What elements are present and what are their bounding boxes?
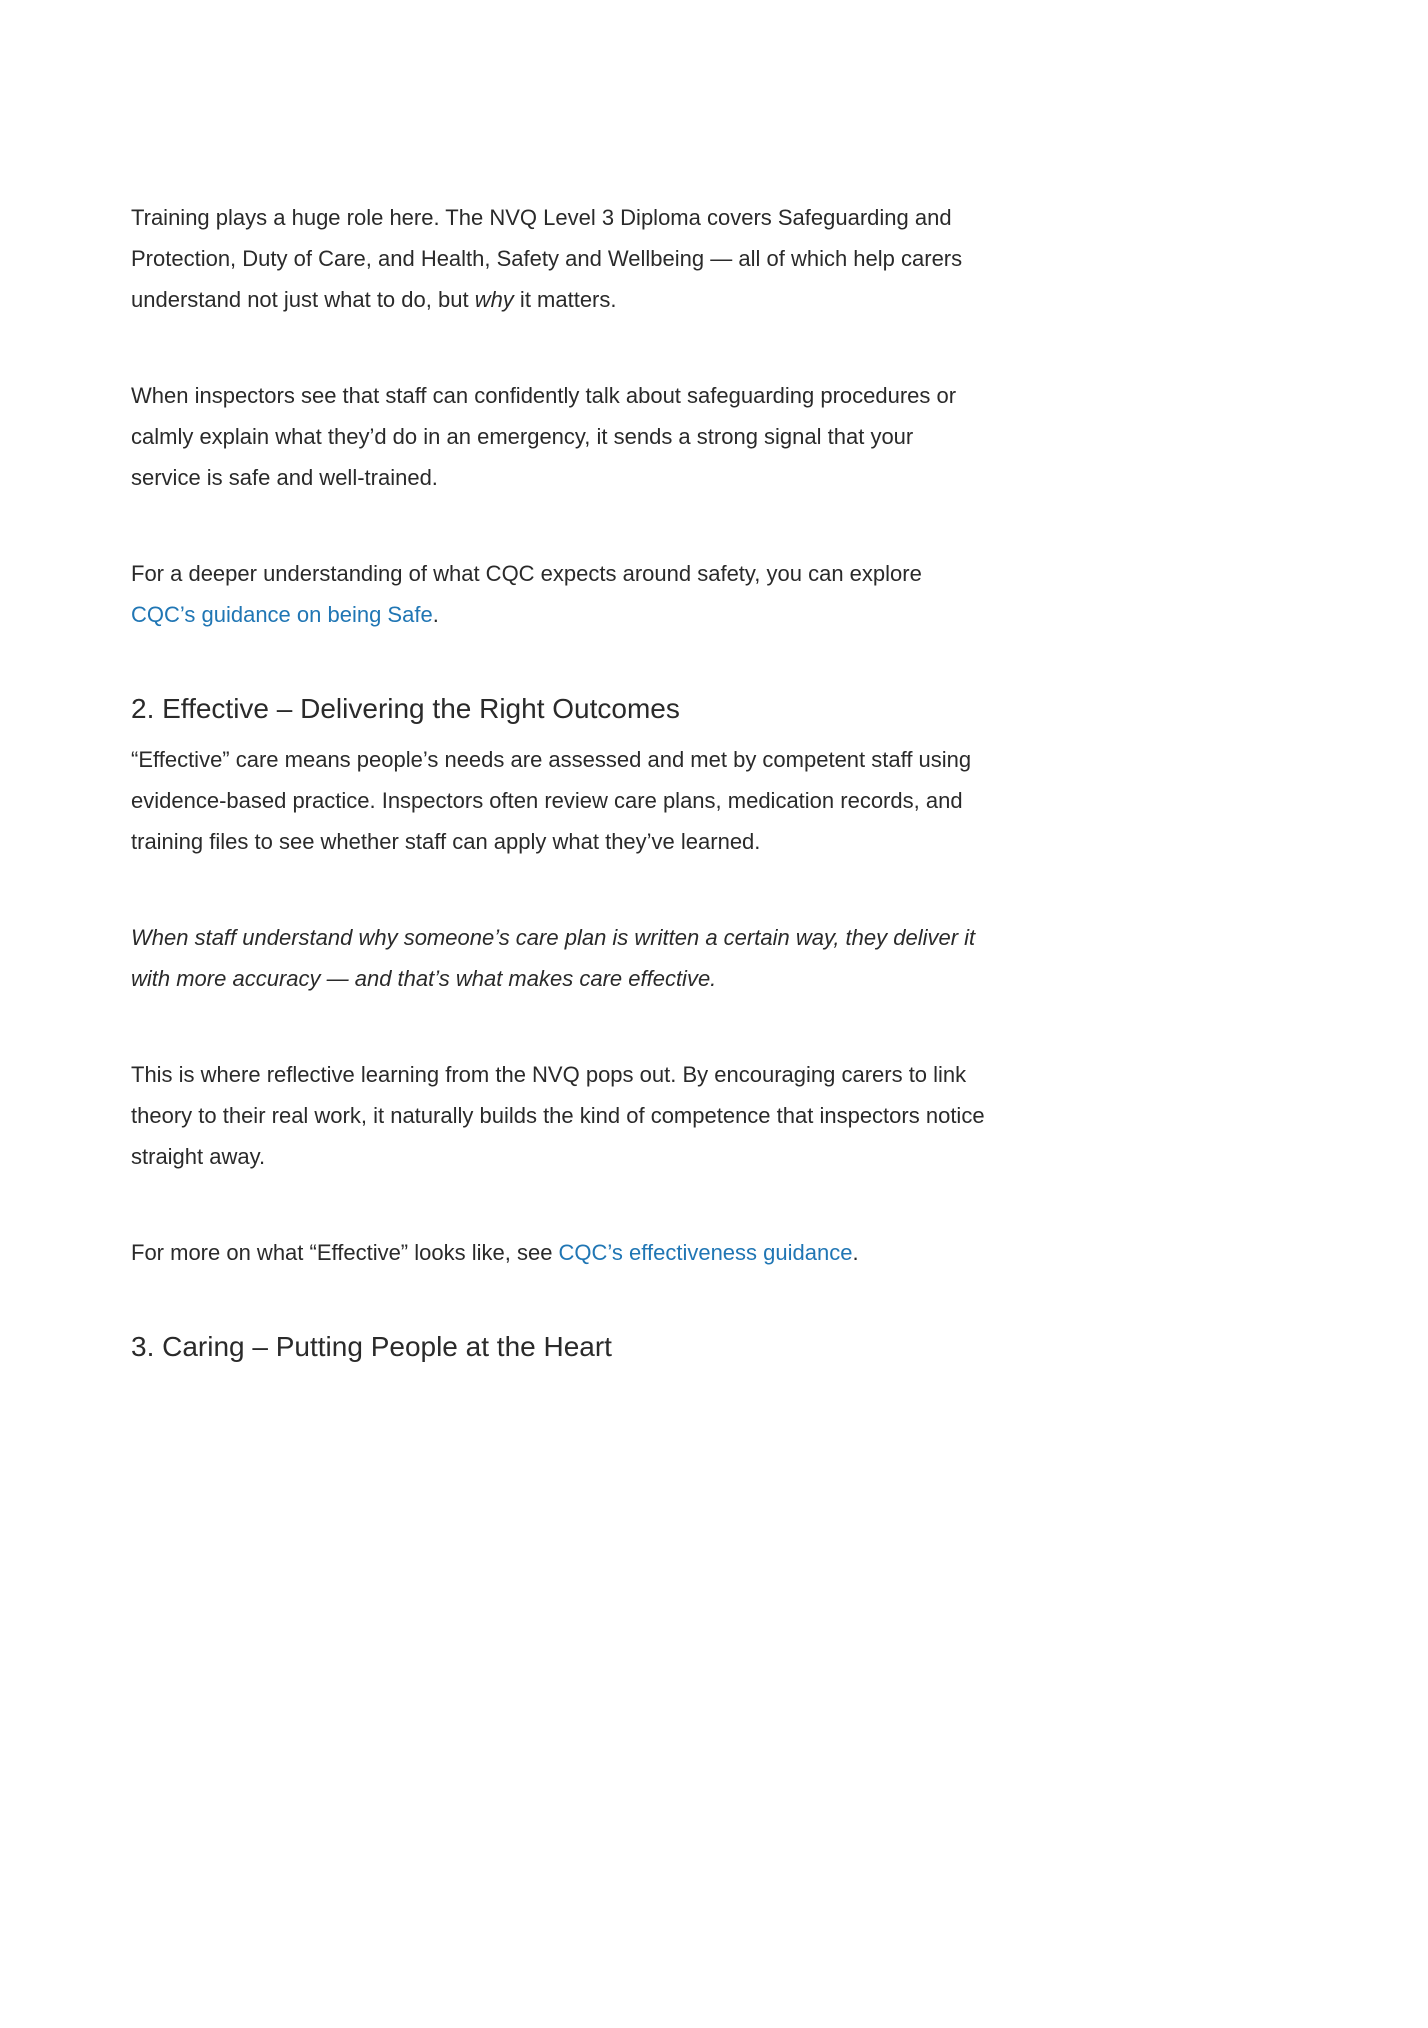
- paragraph-effective: “Effective” care means people’s needs are assessed and met by competent staff using evidence-based practice. Inspectors often review care plans, medication records, and training files to see whether staff can apply what they’ve learned.: [131, 747, 972, 854]
- paragraph-text: .: [852, 1240, 859, 1265]
- paragraph-text: .: [432, 602, 439, 627]
- paragraph-safe-guidance: [131, 553, 985, 635]
- paragraph-training: [131, 197, 985, 320]
- paragraph-text: it matters.: [513, 287, 617, 312]
- paragraph-text: For more on what “Effective” looks like, see: [131, 1240, 559, 1265]
- link-cqc-effectiveness-guidance[interactable]: CQC’s effectiveness guidance: [558, 1240, 853, 1265]
- paragraph-inspectors: When inspectors see that staff can confidently talk about safeguarding procedures or calmly explain what they’d do in an emergency, it sends a strong signal that your service is safe and well-trained.: [131, 383, 957, 490]
- emphasized-word: why: [474, 287, 514, 312]
- heading-effective: 2. Effective – Delivering the Right Outcomes: [131, 693, 680, 724]
- paragraph-effectiveness-guidance: [131, 1232, 985, 1273]
- paragraph-text: Training plays a huge role here. The NVQ Level 3 Diploma covers Safeguarding and Protection, Duty of Care, and Health, Safety and Wellbeing — all of which help carers understand not just what to do, but: [131, 205, 963, 312]
- paragraph-effective-quote: When staff understand why someone’s care plan is written a certain way, they deliver it with more accuracy — and that’s what makes care effective.: [131, 925, 976, 991]
- heading-caring: 3. Caring – Putting People at the Heart: [131, 1331, 612, 1362]
- link-cqc-safe-guidance[interactable]: CQC’s guidance on being Safe: [131, 602, 433, 627]
- paragraph-text: For a deeper understanding of what CQC expects around safety, you can explore: [131, 561, 922, 586]
- paragraph-reflective: This is where reflective learning from the NVQ pops out. By encouraging carers to link theory to their real work, it naturally builds the kind of competence that inspectors notice straight away.: [131, 1062, 985, 1169]
